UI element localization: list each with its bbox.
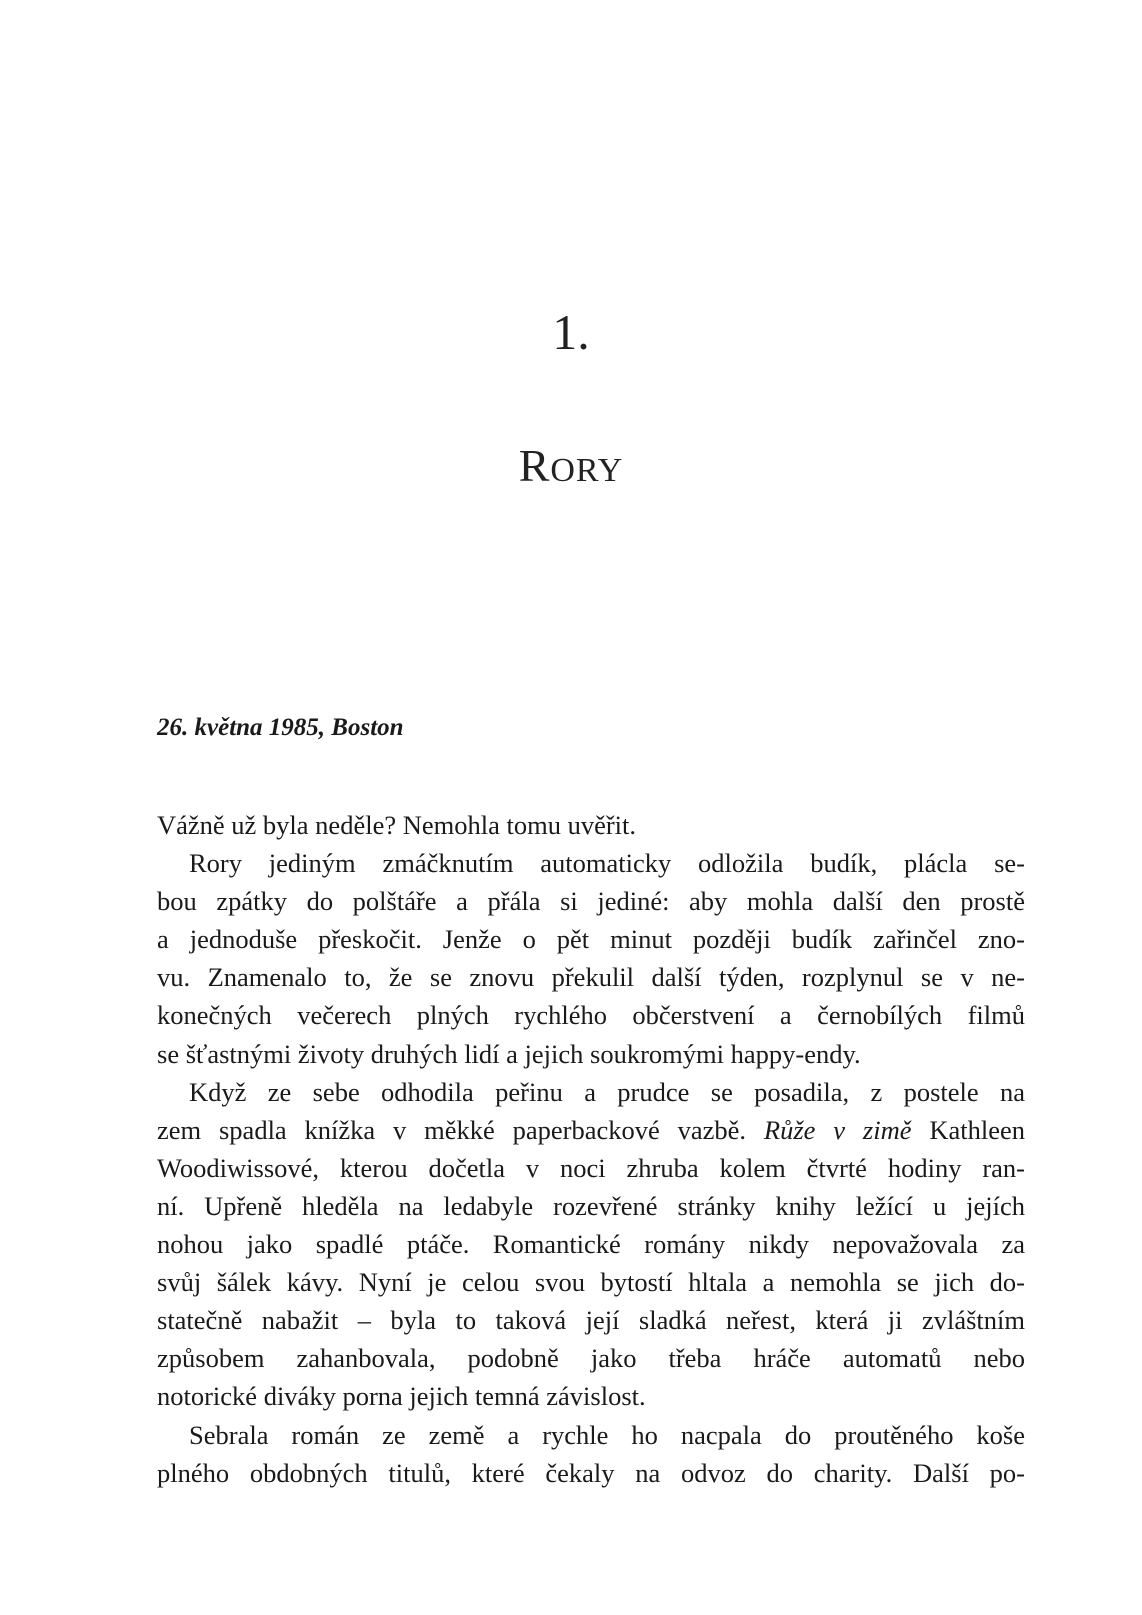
book-title-italic: Růže v zimě xyxy=(763,1114,912,1145)
text-line: Sebrala román ze země a rychle ho nacpala do proutěného koše xyxy=(189,1419,1025,1450)
text-line: nohou jako spadlé ptáče. Romantické romány nikdy nepovažovala za xyxy=(157,1229,1025,1260)
text-line: notorické diváky porna jejich temná závislost. xyxy=(157,1381,646,1412)
text-line: bou zpátky do polštáře a přála si jediné: aby mohla další den prostě xyxy=(157,886,1025,917)
text-line: vu. Znamenalo to, že se znovu překulil další týden, rozplynul se v ne- xyxy=(157,962,1025,993)
text-line: Vážně už byla neděle? Nemohla tomu uvěřit. xyxy=(157,810,637,840)
text-line: se šťastnými životy druhých lidí a jejich soukromými happy-endy. xyxy=(157,1038,861,1069)
text-line: ní. Upřeně hleděla na ledabyle rozevřené stránky knihy ležící u jejích xyxy=(157,1190,1025,1221)
text-line: Rory jediným zmáčknutím automaticky odložila budík, plácla se- xyxy=(189,848,1025,879)
text-line: Woodiwissové, kterou dočetla v noci zhruba kolem čtvrté hodiny ran- xyxy=(157,1152,1025,1183)
body-text xyxy=(157,806,1025,1492)
chapter-number: 1. xyxy=(552,304,590,360)
text-line-segment: zem spadla knížka v měkké paperbackové vazbě. xyxy=(157,1114,764,1145)
text-line: statečně nabažit – byla to taková její sladká neřest, která ji zvláštním xyxy=(157,1305,1025,1336)
chapter-title-initial: R xyxy=(518,440,551,491)
text-line: svůj šálek kávy. Nyní je celou svou bytostí hltala a nemohla se jich do- xyxy=(157,1267,1025,1298)
text-line-segment: Kathleen xyxy=(911,1114,1026,1145)
text-line: způsobem zahanbovala, podobně jako třeba hráče automatů nebo xyxy=(157,1343,1025,1374)
text-line: plného obdobných titulů, které čekaly na odvoz do charity. Další po- xyxy=(157,1457,1025,1488)
chapter-title-rest: ORY xyxy=(550,452,624,489)
chapter-title xyxy=(0,440,1142,497)
dateline: 26. května 1985, Boston xyxy=(157,714,404,741)
text-line: a jednoduše přeskočit. Jenže o pět minut později budík zařinčel zno- xyxy=(157,924,1025,955)
text-line: Když ze sebe odhodila peřinu a prudce se posadila, z postele na xyxy=(189,1076,1025,1107)
text-line xyxy=(157,1111,1025,1149)
text-line: konečných večerech plných rychlého občerstvení a černobílých filmů xyxy=(157,1000,1025,1031)
